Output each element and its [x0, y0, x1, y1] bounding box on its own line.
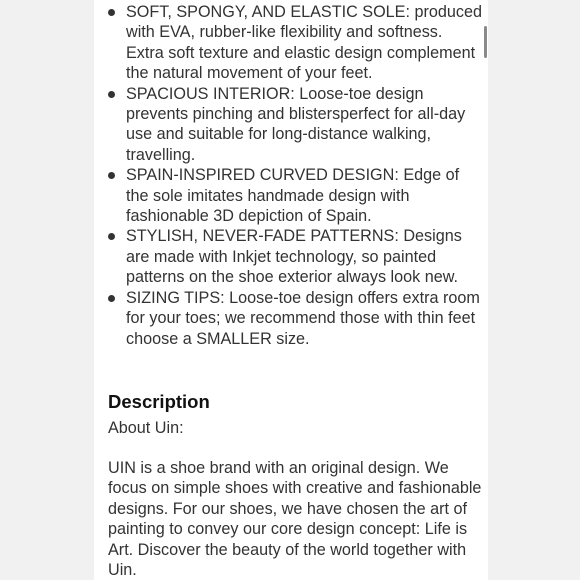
feature-bullet-item [94, 288, 488, 349]
feature-bullet-text: SIZING TIPS: Loose-toe design offers extra room for your toes; we recommend those with thin feet choose a SMALLER size. [126, 288, 480, 348]
feature-bullet-item [94, 226, 488, 287]
feature-bullet-item [94, 165, 488, 226]
feature-bullet-text: SPAIN-INSPIRED CURVED DESIGN: Edge of the sole imitates handmade design with fashionable 3D depiction of Spain. [126, 166, 460, 226]
bullet-dot-icon [108, 9, 115, 16]
bullet-dot-icon [108, 172, 115, 179]
description-body: UIN is a shoe brand with an original design. We focus on simple shoes with creative and fashionable designs. For our shoes, we have chosen the art of painting to convey our core design concept: Life is Art. Discover the beauty of the world together with Uin. [108, 459, 482, 580]
description-heading: Description [108, 391, 210, 412]
bullet-dot-icon [108, 295, 115, 302]
description-subheading: About Uin: [108, 419, 184, 437]
scrollbar-thumb[interactable] [484, 26, 487, 58]
feature-bullet-list [94, 2, 488, 349]
feature-bullet-text: SPACIOUS INTERIOR: Loose-toe design prevents pinching and blistersperfect for all-day use and suitable for long-distance walking, travelling. [126, 84, 466, 164]
bullet-dot-icon [108, 91, 115, 98]
feature-bullet-text: STYLISH, NEVER-FADE PATTERNS: Designs are made with Inkjet technology, so painted patterns on the shoe exterior always look new. [126, 227, 462, 287]
bullet-dot-icon [108, 233, 115, 240]
feature-bullet-text: SOFT, SPONGY, AND ELASTIC SOLE: produced with EVA, rubber-like flexibility and softness. Extra soft texture and elastic design complement the natural movement of your feet. [126, 3, 482, 83]
feature-bullet-item [94, 2, 488, 84]
feature-bullet-item [94, 84, 488, 166]
product-details-panel [94, 0, 488, 580]
